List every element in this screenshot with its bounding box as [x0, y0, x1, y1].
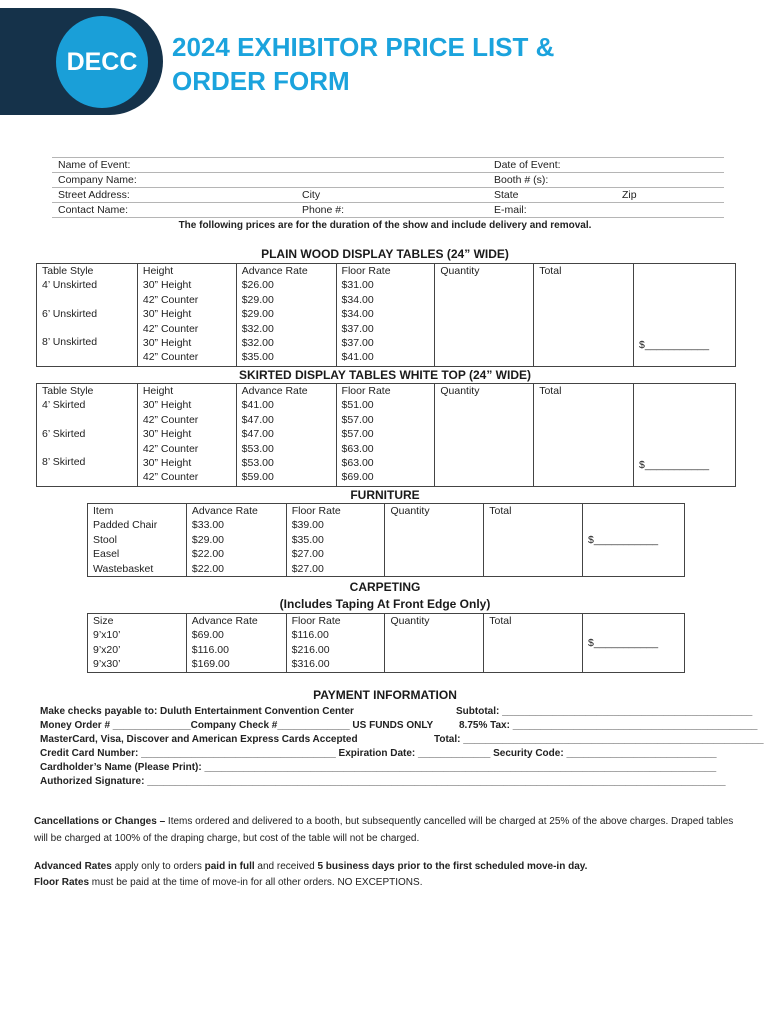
advance-rate: $53.00 [241, 442, 274, 455]
advance-rate: $47.00 [241, 413, 274, 426]
plain-total-blank[interactable]: $___________ [639, 338, 710, 351]
carpet-size: 9’x30’ [93, 658, 121, 671]
floor-rate: $63.00 [341, 442, 374, 455]
state-field[interactable]: State [494, 189, 519, 201]
floor-rates-policy [34, 874, 754, 891]
checks-payable: Make checks payable to: Duluth Entertainment Convention Center [40, 706, 354, 717]
advance-rate: $29.00 [241, 293, 274, 306]
floor-rate: $51.00 [341, 399, 374, 412]
skirted-style-1: 4’ Skirted [42, 399, 86, 412]
divider [52, 217, 724, 218]
col-header: Quantity [440, 385, 480, 397]
col-header: Quantity [390, 615, 430, 627]
contact-name-field[interactable]: Contact Name: [58, 204, 129, 216]
cardholder-field[interactable]: Cardholder’s Name (Please Print): ____________________________________________________________________________________________ [40, 762, 717, 773]
floor-rate: $35.00 [291, 533, 324, 546]
height-value: 30” Height [142, 279, 192, 292]
height-value: 42” Counter [142, 471, 199, 484]
advance-rate: $33.00 [191, 519, 225, 532]
street-address-field[interactable]: Street Address: [58, 189, 130, 201]
carpeting-table [87, 613, 685, 673]
floor-rate: $57.00 [341, 428, 374, 441]
plain-advance-cell [236, 264, 336, 367]
subtotal-field[interactable]: Subtotal: _____________________________________________ [456, 706, 753, 717]
floor-label: Floor Rates [34, 877, 90, 888]
height-value: 42” Counter [142, 351, 199, 364]
skirted-style-cell [37, 384, 138, 487]
plain-style-cell [37, 264, 138, 367]
advance-rate: $35.00 [241, 351, 274, 364]
adv-text: apply only to orders [111, 861, 205, 872]
col-header: Floor Rate [291, 615, 341, 627]
height-value: 30” Height [142, 308, 192, 321]
height-value: 30” Height [142, 428, 192, 441]
furniture-floor-cell [286, 504, 385, 577]
money-order-field[interactable]: Money Order # ______________Company Check #_____________ US FUNDS ONLY [40, 720, 434, 731]
adv-text: and received [254, 861, 318, 872]
decc-logo [56, 16, 148, 108]
floor-rate: $27.00 [291, 562, 324, 575]
skirted-height-cell [137, 384, 236, 487]
title-line-2: ORDER FORM [172, 66, 350, 96]
plain-tables-title: PLAIN WOOD DISPLAY TABLES (24” WIDE) [261, 247, 509, 261]
divider [52, 187, 724, 188]
floor-rate: $57.00 [341, 413, 374, 426]
height-value: 42” Counter [142, 413, 199, 426]
col-header: Advance Rate [241, 265, 308, 277]
height-value: 30” Height [142, 337, 192, 350]
email-field[interactable]: E-mail: [494, 204, 527, 216]
zip-field[interactable]: Zip [622, 189, 637, 201]
col-header: Quantity [390, 505, 430, 517]
phone-field[interactable]: Phone #: [302, 204, 345, 216]
floor-rate: $27.00 [291, 548, 324, 561]
plain-floor-cell [336, 264, 435, 367]
furniture-item-cell [88, 504, 187, 577]
divider [52, 172, 724, 173]
advanced-rates-policy [34, 858, 754, 875]
tax-field[interactable]: 8.75% Tax: ____________________________________________ [459, 720, 758, 731]
col-header: Total [539, 385, 562, 397]
plain-tables-table [36, 263, 736, 367]
advance-rate: $32.00 [241, 322, 274, 335]
carpet-floor-cell [286, 614, 385, 673]
col-header: Advance Rate [241, 385, 308, 397]
booth-field[interactable]: Booth # (s): [494, 174, 549, 186]
divider [52, 202, 724, 203]
floor-rate: $34.00 [341, 308, 374, 321]
skirted-tables-title: SKIRTED DISPLAY TABLES WHITE TOP (24” WIDE) [238, 368, 532, 382]
carpet-size: 9’x10’ [93, 629, 121, 642]
furniture-quantity-input[interactable] [385, 504, 484, 577]
advance-rate: $169.00 [191, 658, 230, 671]
logo-text: DECC [66, 47, 138, 76]
col-header: Advance Rate [191, 615, 258, 627]
floor-rate: $37.00 [341, 322, 374, 335]
carpet-size: 9’x20’ [93, 643, 121, 656]
skirted-total-input[interactable] [534, 384, 634, 487]
plain-height-cell [137, 264, 236, 367]
floor-rate: $316.00 [291, 658, 330, 671]
payment-title: PAYMENT INFORMATION [313, 688, 457, 702]
floor-rate: $216.00 [291, 643, 330, 656]
skirted-style-3: 8’ Skirted [42, 456, 86, 469]
floor-rate: $39.00 [291, 519, 324, 532]
floor-rate: $63.00 [341, 457, 374, 470]
credit-card-field[interactable]: Credit Card Number: ___________________________________ Expiration Date: _____________ Security Code: ___________________________ [40, 748, 717, 759]
col-header: Size [93, 615, 114, 627]
col-header: Total [539, 265, 562, 277]
adv-bold: 5 business days prior to the first scheduled move-in day. [317, 861, 588, 872]
height-value: 30” Height [142, 399, 192, 412]
carpeting-title: CARPETING [349, 580, 421, 594]
col-header: Height [142, 265, 174, 277]
carpeting-subtitle: (Includes Taping At Front Edge Only) [279, 597, 491, 611]
floor-rate: $69.00 [341, 471, 374, 484]
col-header: Table Style [42, 265, 94, 277]
advance-rate: $116.00 [191, 643, 229, 656]
floor-text: must be paid at the time of move-in for all other orders. NO EXCEPTIONS. [89, 877, 423, 888]
carpet-advance-cell [186, 614, 286, 673]
furniture-item: Wastebasket [93, 562, 154, 575]
advance-rate: $69.00 [191, 629, 224, 642]
pricing-note: The following prices are for the duration of the show and include delivery and removal. [178, 220, 592, 231]
advance-rate: $53.00 [241, 457, 274, 470]
furniture-grand-total-cell[interactable] [583, 504, 685, 577]
title-line-1: 2024 EXHIBITOR PRICE LIST & [172, 32, 555, 62]
cancel-label: Cancellations or Changes – [34, 816, 166, 827]
total-field[interactable]: Total: ______________________________________________________ [434, 734, 764, 745]
plain-style-1: 4’ Unskirted [42, 279, 98, 292]
height-value: 42” Counter [142, 442, 199, 455]
advance-rate: $22.00 [191, 562, 225, 575]
plain-quantity-input[interactable] [435, 264, 534, 367]
adv-label: Advanced Rates [34, 861, 112, 872]
plain-grand-total-cell[interactable] [634, 264, 736, 367]
skirted-quantity-input[interactable] [435, 384, 534, 487]
floor-rate: $31.00 [341, 279, 374, 292]
col-header: Floor Rate [341, 265, 391, 277]
skirted-grand-total-cell[interactable] [634, 384, 736, 487]
furniture-table [87, 503, 685, 577]
furniture-item: Padded Chair [93, 519, 158, 532]
floor-rate: $37.00 [341, 337, 374, 350]
advance-rate: $32.00 [241, 337, 274, 350]
cancel-text: Items ordered and delivered to a booth, but subsequently cancelled will be charged at 25% of the above charges. Draped tables will be charged at 100% of the draping charge, but cost of the table will not be charged. [34, 816, 734, 844]
skirted-total-blank[interactable]: $___________ [639, 458, 710, 471]
col-header: Table Style [42, 385, 94, 397]
skirted-floor-cell [336, 384, 435, 487]
city-field[interactable]: City [302, 189, 321, 201]
col-header: Height [142, 385, 174, 397]
advance-rate: $41.00 [241, 399, 274, 412]
floor-rate: $34.00 [341, 293, 374, 306]
col-header: Quantity [440, 265, 480, 277]
plain-style-2: 6’ Unskirted [42, 307, 98, 320]
skirted-style-2: 6’ Skirted [42, 427, 86, 440]
cards-accepted: MasterCard, Visa, Discover and American Express Cards Accepted [40, 734, 358, 745]
date-of-event-field[interactable]: Date of Event: [494, 159, 561, 171]
advance-rate: $29.00 [191, 533, 225, 546]
col-header: Floor Rate [341, 385, 391, 397]
divider [52, 157, 724, 158]
furniture-item: Easel [93, 548, 120, 561]
col-header: Item [93, 505, 114, 517]
page-title [172, 30, 732, 98]
height-value: 42” Counter [142, 322, 199, 335]
carpet-total-blank[interactable]: $___________ [588, 636, 659, 649]
height-value: 42” Counter [142, 293, 199, 306]
advance-rate: $29.00 [241, 308, 274, 321]
carpet-total-input[interactable] [484, 614, 583, 673]
plain-style-3: 8’ Unskirted [42, 336, 98, 349]
carpet-size-cell [88, 614, 187, 673]
skirted-advance-cell [236, 384, 336, 487]
advance-rate: $26.00 [241, 279, 274, 292]
col-header: Total [489, 615, 512, 627]
advance-rate: $59.00 [241, 471, 274, 484]
furniture-advance-cell [186, 504, 286, 577]
plain-total-input[interactable] [534, 264, 634, 367]
skirted-tables-table [36, 383, 736, 487]
advance-rate: $22.00 [191, 548, 225, 561]
floor-rate: $116.00 [291, 629, 329, 642]
carpet-quantity-input[interactable] [385, 614, 484, 673]
name-of-event-field[interactable]: Name of Event: [58, 159, 131, 171]
furniture-title: FURNITURE [350, 488, 420, 502]
cancellation-policy [34, 813, 734, 847]
furniture-item: Stool [93, 533, 117, 546]
carpet-grand-total-cell[interactable] [583, 614, 685, 673]
advance-rate: $47.00 [241, 428, 274, 441]
signature-field[interactable]: Authorized Signature: ________________________________________________________________________________________________________ [40, 776, 726, 787]
col-header: Advance Rate [191, 505, 258, 517]
furniture-total-input[interactable] [484, 504, 583, 577]
adv-bold: paid in full [204, 861, 255, 872]
col-header: Floor Rate [291, 505, 341, 517]
floor-rate: $41.00 [341, 351, 374, 364]
furniture-total-blank[interactable]: $___________ [588, 533, 659, 546]
height-value: 30” Height [142, 457, 192, 470]
company-name-field[interactable]: Company Name: [58, 174, 137, 186]
col-header: Total [489, 505, 512, 517]
